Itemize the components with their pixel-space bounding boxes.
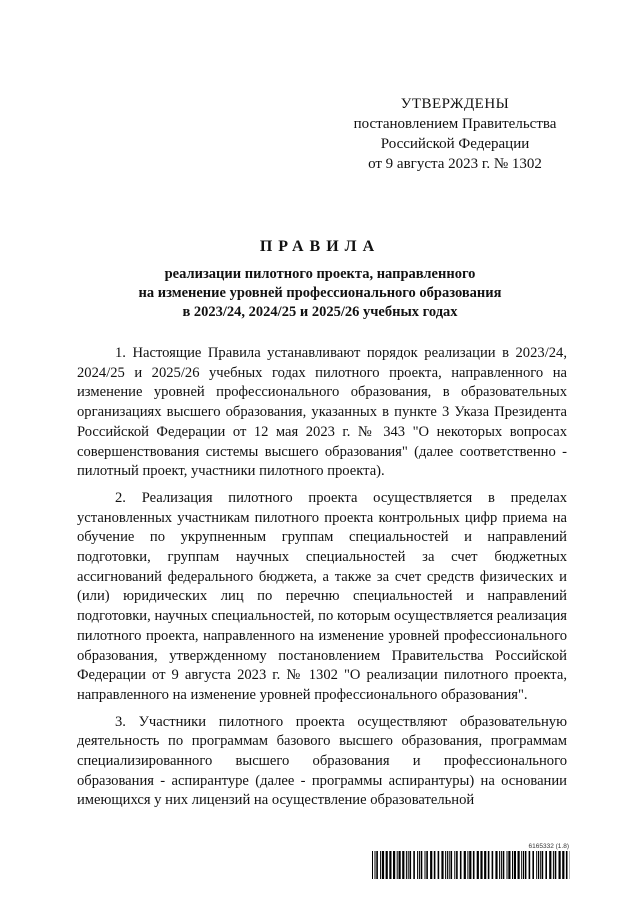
document-subtitle (80, 265, 560, 322)
paragraph-3: 3. Участники пилотного проекта осуществляют образовательную деятельность по программам базового высшего образования, программам специализированного высшего образования и профессионального образования - аспирантуре (далее - программы аспирантуры) на основании имеющихся у них лицензий на осуществление образовательной (77, 713, 567, 809)
approval-line-2: Российской Федерации (380, 136, 530, 152)
paragraph-1: 1. Настоящие Правила устанавливают порядок реализации в 2023/24, 2024/25 и 2025/26 учебных годах пилотного проекта, направленного на изменение уровней профессионального образования, в образовательных организациях высшего образования, указанных в пункте 3 Указа Президента Российской Федерации от 12 мая 2023 г. № 343 "О некоторых вопросах совершенствования системы высшего образования" (далее соответственно - пилотный проект, участники пилотного проекта). (77, 345, 567, 480)
approval-line-1: постановлением Правительства (353, 116, 557, 132)
document-code: 6165332 (1.8) (528, 843, 569, 850)
approval-heading: УТВЕРЖДЕНЫ (400, 96, 510, 112)
document-title: ПРАВИЛА (259, 238, 381, 255)
subtitle-line-3: в 2023/24, 2024/25 и 2025/26 учебных годах (182, 304, 458, 320)
approval-block (330, 94, 580, 174)
barcode-image (372, 851, 570, 879)
paragraph-2: 2. Реализация пилотного проекта осуществляется в пределах установленных участникам пилотного проекта контрольных цифр приема на обучение по укрупненным группам специальностей и направлений подготовки, группам научных специальностей за счет бюджетных ассигнований федерального бюджета, а также за счет средств физических и (или) юридических лиц по перечню специальностей и направлений подготовки, научных специальностей, по которым осуществляется реализация пилотного проекта, направленного на изменение уровней профессионального образования, утвержденному постановлением Правительства Российской Федерации от 9 августа 2023 г. № 1302 "О реализации пилотного проекта, направленного на изменение уровней профессионального образования". (77, 489, 567, 703)
subtitle-line-2: на изменение уровней профессионального образования (138, 285, 502, 301)
approval-line-3: от 9 августа 2023 г. № 1302 (368, 156, 542, 172)
document-body (77, 344, 567, 811)
subtitle-line-1: реализации пилотного проекта, направленного (164, 266, 476, 282)
